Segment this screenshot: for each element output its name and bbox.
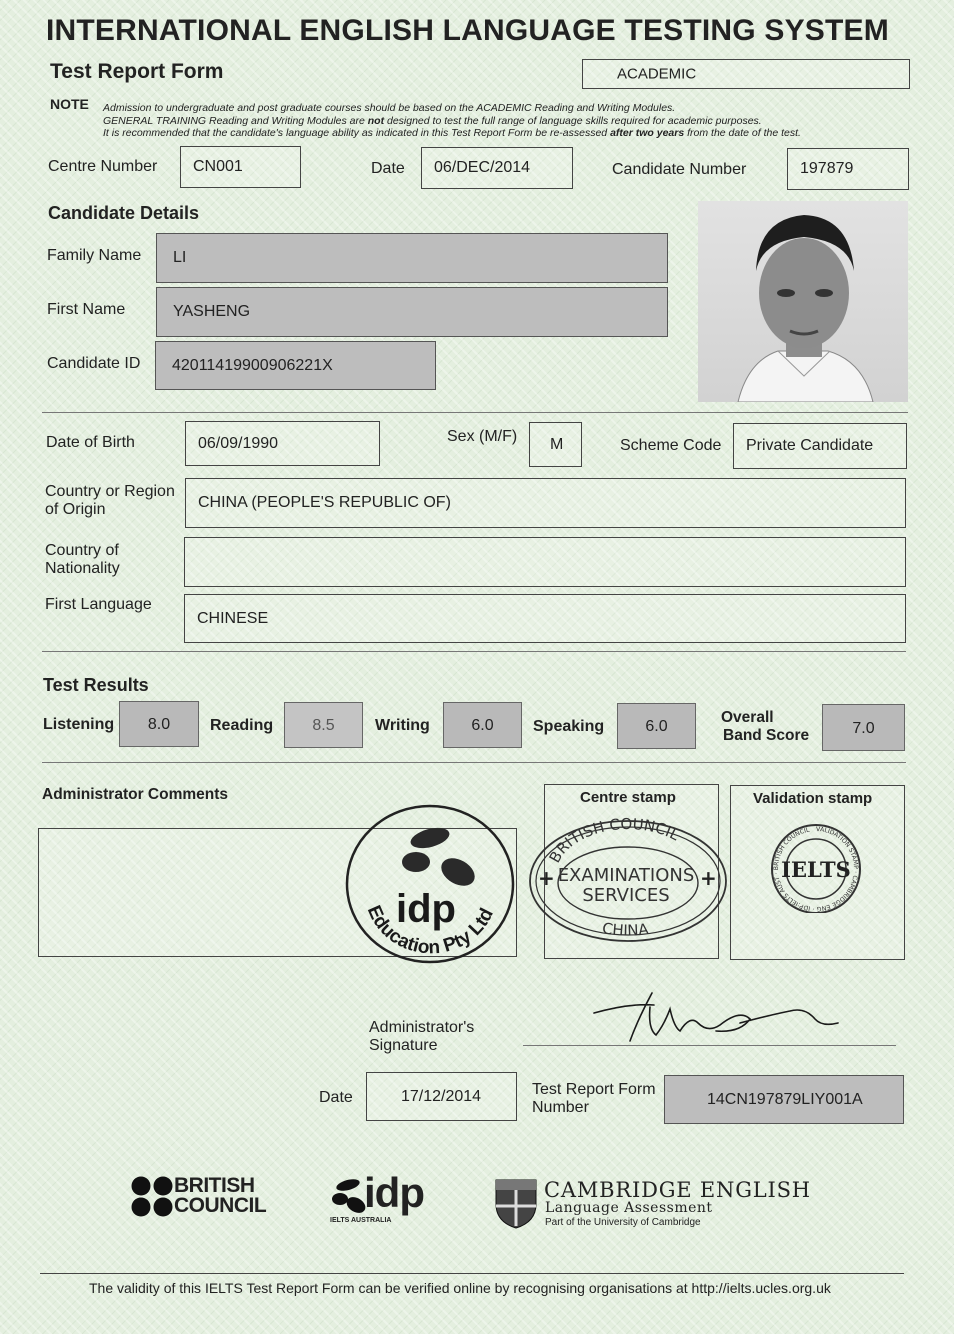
candidate-number-field [787,148,909,190]
svg-text:+: + [700,866,717,890]
listening-label: Listening [43,716,115,733]
note-line-1: Admission to undergraduate and post graduate courses should be based on the ACADEMIC Reading and Writing Modules. [103,102,676,114]
origin-field [185,478,906,528]
overall-label: Overall Band Score [721,709,810,744]
first-language-label: First Language [45,596,152,613]
date-field [421,147,573,189]
note-text [103,102,801,140]
listening-score: 8.0 [119,701,199,747]
family-name-label: Family Name [47,247,142,264]
candidate-id-label: Candidate ID [47,355,141,372]
candidate-id-field [155,341,436,390]
svg-text:+: + [538,866,555,890]
writing-score: 6.0 [443,702,522,748]
admin-comments-label: Administrator Comments [42,786,229,803]
writing-label: Writing [375,717,430,734]
ielts-validation-stamp [770,823,862,913]
family-name-value: LI [173,249,187,266]
speaking-label: Speaking [533,718,605,735]
validation-stamp-label: Validation stamp [753,790,873,807]
centre-number-field [180,146,301,188]
admin-date-label: Date [319,1089,353,1106]
admin-date-field [366,1072,517,1121]
nationality-field [184,537,906,587]
date-value: 06/DEC/2014 [434,159,531,176]
overall-score: 7.0 [822,704,905,751]
dob-field [185,421,380,466]
sex-label: Sex (M/F) [447,428,518,445]
cambridge-shield-icon [494,1178,538,1230]
first-name-field [156,287,668,337]
candidate-id-value: 42011419900906221X [172,356,333,374]
scheme-code-label: Scheme Code [620,437,722,454]
test-results-title: Test Results [43,675,149,695]
svg-text:VALIDATION STAMP · CAMBRIDGE E: VALIDATION STAMP · CAMBRIDGE ENG · IDP:IELTS AUST · BRITISH COUNCIL [772,825,859,913]
svg-text:SERVICES: SERVICES [582,885,670,906]
module-box [582,59,910,89]
idp-stamp [344,804,516,966]
administrator-signature [590,985,840,1045]
first-language-field [184,594,906,643]
scheme-code-value: Private Candidate [746,437,874,454]
footer-divider [40,1273,904,1274]
centre-number-value: CN001 [193,158,243,175]
candidate-photo-illustration [698,201,908,402]
divider-3 [42,762,906,763]
idp-leaf-icon [402,824,480,891]
svg-text:BRITISH COUNCIL: BRITISH COUNCIL [545,817,683,866]
british-council-logo: BRITISH COUNCIL [130,1175,270,1219]
svg-text:CHINA: CHINA [600,918,650,940]
idp-ielts-logo: idp IELTS AUSTRALIA [330,1169,424,1224]
svg-text:idp: idp [396,887,456,931]
nationality-label: Country of Nationality [45,542,120,577]
divider-2 [42,651,906,652]
british-council-dots-icon [130,1175,176,1219]
signature-line [523,1045,896,1046]
cambridge-english-logo: CAMBRIDGE ENGLISH Language Assessment Part of the University of Cambridge [494,1178,814,1230]
candidate-number-value: 197879 [800,160,854,177]
date-label: Date [371,160,405,177]
svg-text:Education Pty Ltd: Education Pty Ltd [362,902,498,959]
module-value: ACADEMIC [617,65,697,83]
form-title: Test Report Form [50,60,224,83]
main-title: INTERNATIONAL ENGLISH LANGUAGE TESTING SYSTEM [46,14,889,47]
candidate-number-label: Candidate Number [612,161,747,178]
centre-number-label: Centre Number [48,158,158,175]
dob-label: Date of Birth [46,434,135,451]
first-name-value: YASHENG [173,303,251,320]
origin-label: Country or Region of Origin [45,483,175,518]
trf-number-label: Test Report Form Number [532,1081,656,1116]
reading-label: Reading [210,717,274,734]
svg-text:IELTS: IELTS [781,857,851,882]
signature-label: Administrator's Signature [369,1019,475,1054]
british-council-stamp [528,817,728,945]
idp-leaf-logo-icon [328,1177,368,1217]
scheme-code-field [733,423,907,469]
trf-number-value: 14CN197879LIY001A [707,1090,863,1108]
candidate-details-title: Candidate Details [48,203,200,223]
first-language-value: CHINESE [197,609,269,627]
divider-1 [42,412,908,413]
candidate-photo [698,201,908,402]
centre-stamp-label: Centre stamp [580,789,676,806]
admin-date-value: 17/12/2014 [401,1087,482,1105]
note-label: NOTE [50,96,89,112]
dob-value: 06/09/1990 [198,434,279,452]
speaking-score: 6.0 [617,703,696,749]
family-name-field [156,233,668,283]
trf-number-field [664,1075,904,1124]
note-line-3: It is recommended that the candidate's language ability as indicated in this Test Report Form be re-assessed after two years from the date of the test. [103,127,801,139]
sex-field [529,422,582,467]
validity-text: The validity of this IELTS Test Report Form can be verified online by recognising organisations at http://ielts.ucles.org.uk [89,1280,831,1296]
reading-score: 8.5 [284,702,363,748]
note-line-2: GENERAL TRAINING Reading and Writing Modules are not designed to test the full range of language skills required for academic purposes. [103,114,762,127]
first-name-label: First Name [47,301,126,318]
svg-text:EXAMINATIONS: EXAMINATIONS [557,865,695,886]
sex-value: M [550,435,564,453]
origin-value: CHINA (PEOPLE'S REPUBLIC OF) [198,494,451,511]
